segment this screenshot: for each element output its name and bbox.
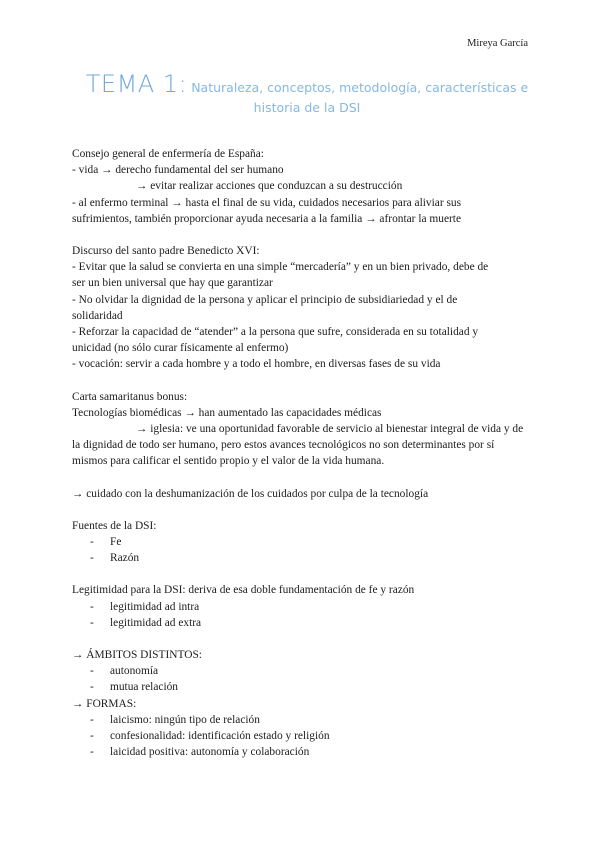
title-subtitle-line2: historia de la DSI <box>253 100 361 115</box>
consejo-line: sufrimientos, también proporcionar ayuda necesaria a la familia → afrontar la muerte <box>72 212 462 225</box>
discurso-line: - Reforzar la capacidad de “atender” a la persona que sufre, considerada en su totalidad y <box>72 326 479 339</box>
document-body <box>72 146 528 761</box>
consejo-line: - vida → derecho fundamental del ser humano <box>72 164 284 177</box>
ambitos-heading: → ÁMBITOS DISTINTOS: <box>72 649 202 662</box>
discurso-line: - Evitar que la salud se convierta en una simple “mercadería” y en un bien privado, debe de <box>72 261 489 274</box>
list-item: - laicismo: ningún tipo de relación <box>72 712 528 728</box>
discurso-line: - vocación: servir a cada hombre y a todo el hombre, en diversas fases de su vida <box>72 358 441 371</box>
list-item: - legitimidad ad intra <box>72 599 528 615</box>
list-item: - legitimidad ad extra <box>72 615 528 631</box>
bullet-dash: - <box>90 746 94 759</box>
bullet-dash: - <box>90 616 94 629</box>
author-name: Mireya García <box>467 38 528 49</box>
carta-line: mismos para calificar el sentido propio y el valor de la vida humana. <box>72 455 385 468</box>
page-title <box>72 70 542 118</box>
consejo-heading: Consejo general de enfermería de España: <box>72 148 264 160</box>
carta-line: la dignidad de todo ser humano, pero estos avances tecnológicos no son determinantes por sí <box>72 439 495 452</box>
discurso-line: - No olvidar la dignidad de la persona y aplicar el principio de subsidiariedad y el de <box>72 293 458 306</box>
list-item: - confesionalidad: identificación estado y religión <box>72 728 528 744</box>
formas-heading: → FORMAS: <box>72 697 137 710</box>
carta-line: → iglesia: ve una oportunidad favorable de servicio al bienestar integral de vida y de <box>136 423 524 436</box>
discurso-heading: Discurso del santo padre Benedicto XVI: <box>72 245 260 258</box>
carta-heading: Carta samaritanus bonus: <box>72 390 188 403</box>
list-item: - Razón <box>72 550 528 566</box>
consejo-line: - al enfermo terminal → hasta el final de su vida, cuidados necesarios para aliviar sus <box>72 196 462 209</box>
bullet-dash: - <box>90 665 94 678</box>
cuidado-line: → cuidado con la deshumanización de los cuidados por culpa de la tecnología <box>72 487 429 500</box>
bullet-dash: - <box>90 600 94 613</box>
consejo-line: → evitar realizar acciones que conduzcan a su destrucción <box>136 180 403 193</box>
list-item: - autonomía <box>72 663 528 679</box>
list-item: - Fe <box>72 534 528 550</box>
bullet-dash: - <box>90 536 94 549</box>
fuentes-heading: Fuentes de la DSI: <box>72 519 157 532</box>
bullet-dash: - <box>90 681 94 694</box>
carta-line: Tecnologías biomédicas → han aumentado las capacidades médicas <box>72 406 382 419</box>
list-item: - laicidad positiva: autonomía y colaboración <box>72 744 528 760</box>
bullet-dash: - <box>90 730 94 743</box>
bullet-dash: - <box>90 713 94 726</box>
list-item: - mutua relación <box>72 679 528 695</box>
legitimidad-heading: Legitimidad para la DSI: deriva de esa doble fundamentación de fe y razón <box>72 584 415 597</box>
discurso-line: solidaridad <box>72 309 123 322</box>
bullet-dash: - <box>90 552 94 565</box>
discurso-line: ser un bien universal que hay que garantizar <box>72 277 273 290</box>
title-subtitle-line1: Naturaleza, conceptos, metodología, características e <box>191 80 529 95</box>
discurso-line: unicidad (no sólo curar físicamente al enfermo) <box>72 342 289 355</box>
title-main: TEMA 1: <box>85 70 188 98</box>
